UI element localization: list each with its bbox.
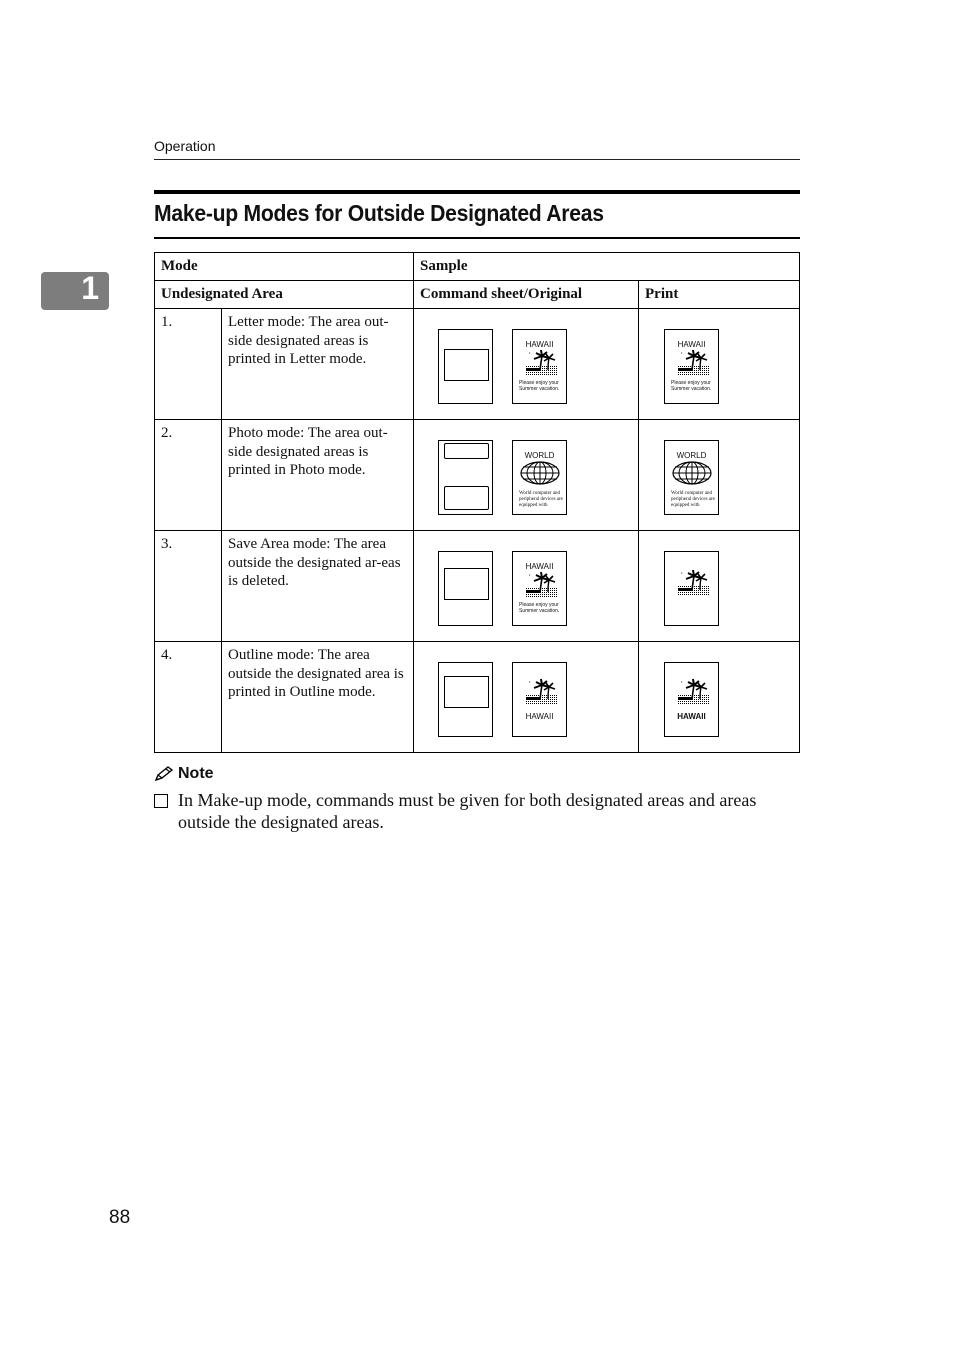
original-illustration bbox=[512, 662, 567, 737]
command-sample bbox=[414, 531, 639, 642]
row-description: Save Area mode: The area outside the designated ar-eas is deleted. bbox=[222, 531, 414, 642]
row-number: 3. bbox=[155, 531, 222, 642]
row-number: 1. bbox=[155, 309, 222, 420]
page-title: Make-up Modes for Outside Designated Areas bbox=[154, 200, 604, 226]
command-sample bbox=[414, 642, 639, 753]
designated-area-box bbox=[444, 568, 489, 600]
table-header-row bbox=[155, 253, 800, 281]
command-sheet-illustration bbox=[438, 662, 493, 737]
row-description: Photo mode: The area out-side designated areas is printed in Photo mode. bbox=[222, 420, 414, 531]
row-description: Letter mode: The area out-side designated areas is printed in Letter mode. bbox=[222, 309, 414, 420]
header-rule bbox=[154, 159, 800, 160]
modes-table bbox=[154, 252, 800, 753]
print-illustration bbox=[664, 440, 719, 515]
command-sample bbox=[414, 420, 639, 531]
running-head: Operation bbox=[154, 138, 216, 154]
original-heading: WORLD bbox=[524, 451, 555, 460]
header-mode: Mode bbox=[155, 253, 414, 281]
header-print: Print bbox=[639, 281, 800, 309]
note-section bbox=[154, 765, 800, 833]
table-row bbox=[155, 420, 800, 531]
palm-tree-icon bbox=[678, 677, 710, 705]
print-sample bbox=[639, 531, 800, 642]
original-caption: Please enjoy your Summer vacation. bbox=[519, 380, 560, 392]
print-caption: Please enjoy your Summer vacation. bbox=[671, 380, 712, 392]
globe-icon bbox=[671, 461, 713, 485]
command-sheet-illustration bbox=[438, 329, 493, 404]
print-caption: World computer and peripheral devices are equipped with bbox=[671, 491, 715, 508]
header-command-sheet: Command sheet/Original bbox=[414, 281, 639, 309]
table-row bbox=[155, 642, 800, 753]
palm-tree-icon bbox=[526, 348, 558, 376]
note-item bbox=[154, 789, 800, 833]
designated-area-box bbox=[444, 349, 489, 381]
header-undesignated-area: Undesignated Area bbox=[155, 281, 414, 309]
pencil-icon bbox=[154, 766, 174, 782]
palm-tree-icon bbox=[526, 677, 558, 705]
table-subheader-row bbox=[155, 281, 800, 309]
checkbox-bullet-icon bbox=[154, 794, 168, 808]
print-illustration bbox=[664, 662, 719, 737]
note-heading bbox=[154, 765, 800, 783]
globe-icon bbox=[519, 461, 561, 485]
page-number: 88 bbox=[109, 1207, 131, 1228]
original-illustration bbox=[512, 440, 567, 515]
print-heading: HAWAII bbox=[677, 711, 706, 721]
row-description: Outline mode: The area outside the designated area is printed in Outline mode. bbox=[222, 642, 414, 753]
command-sheet-illustration bbox=[438, 551, 493, 626]
original-caption: Please enjoy your Summer vacation. bbox=[519, 602, 560, 614]
print-sample bbox=[639, 309, 800, 420]
chapter-number: 1 bbox=[81, 270, 99, 306]
table-row bbox=[155, 531, 800, 642]
print-sample bbox=[639, 420, 800, 531]
original-heading: HAWAII bbox=[525, 340, 554, 349]
title-rule bbox=[154, 237, 800, 239]
command-sample bbox=[414, 309, 639, 420]
palm-tree-icon bbox=[678, 568, 710, 596]
original-illustration bbox=[512, 329, 567, 404]
title-bar bbox=[154, 190, 800, 194]
print-heading: WORLD bbox=[676, 451, 707, 460]
print-illustration bbox=[664, 329, 719, 404]
original-heading: HAWAII bbox=[525, 562, 554, 571]
note-label: Note bbox=[178, 765, 214, 782]
print-illustration bbox=[664, 551, 719, 626]
designated-area-box bbox=[444, 676, 489, 708]
original-caption: World computer and peripheral devices are equipped with bbox=[519, 491, 563, 508]
palm-tree-icon bbox=[526, 570, 558, 598]
designated-area-box bbox=[444, 486, 489, 510]
chapter-tab bbox=[41, 272, 109, 310]
row-number: 4. bbox=[155, 642, 222, 753]
row-number: 2. bbox=[155, 420, 222, 531]
command-sheet-illustration bbox=[438, 440, 493, 515]
print-sample bbox=[639, 642, 800, 753]
original-heading: HAWAII bbox=[525, 711, 554, 721]
table-row bbox=[155, 309, 800, 420]
designated-area-box bbox=[444, 443, 489, 459]
print-heading: HAWAII bbox=[677, 340, 706, 349]
note-text: In Make-up mode, commands must be given for both designated areas and areas outside the designated areas. bbox=[178, 790, 757, 832]
palm-tree-icon bbox=[678, 348, 710, 376]
header-sample: Sample bbox=[414, 253, 800, 281]
original-illustration bbox=[512, 551, 567, 626]
